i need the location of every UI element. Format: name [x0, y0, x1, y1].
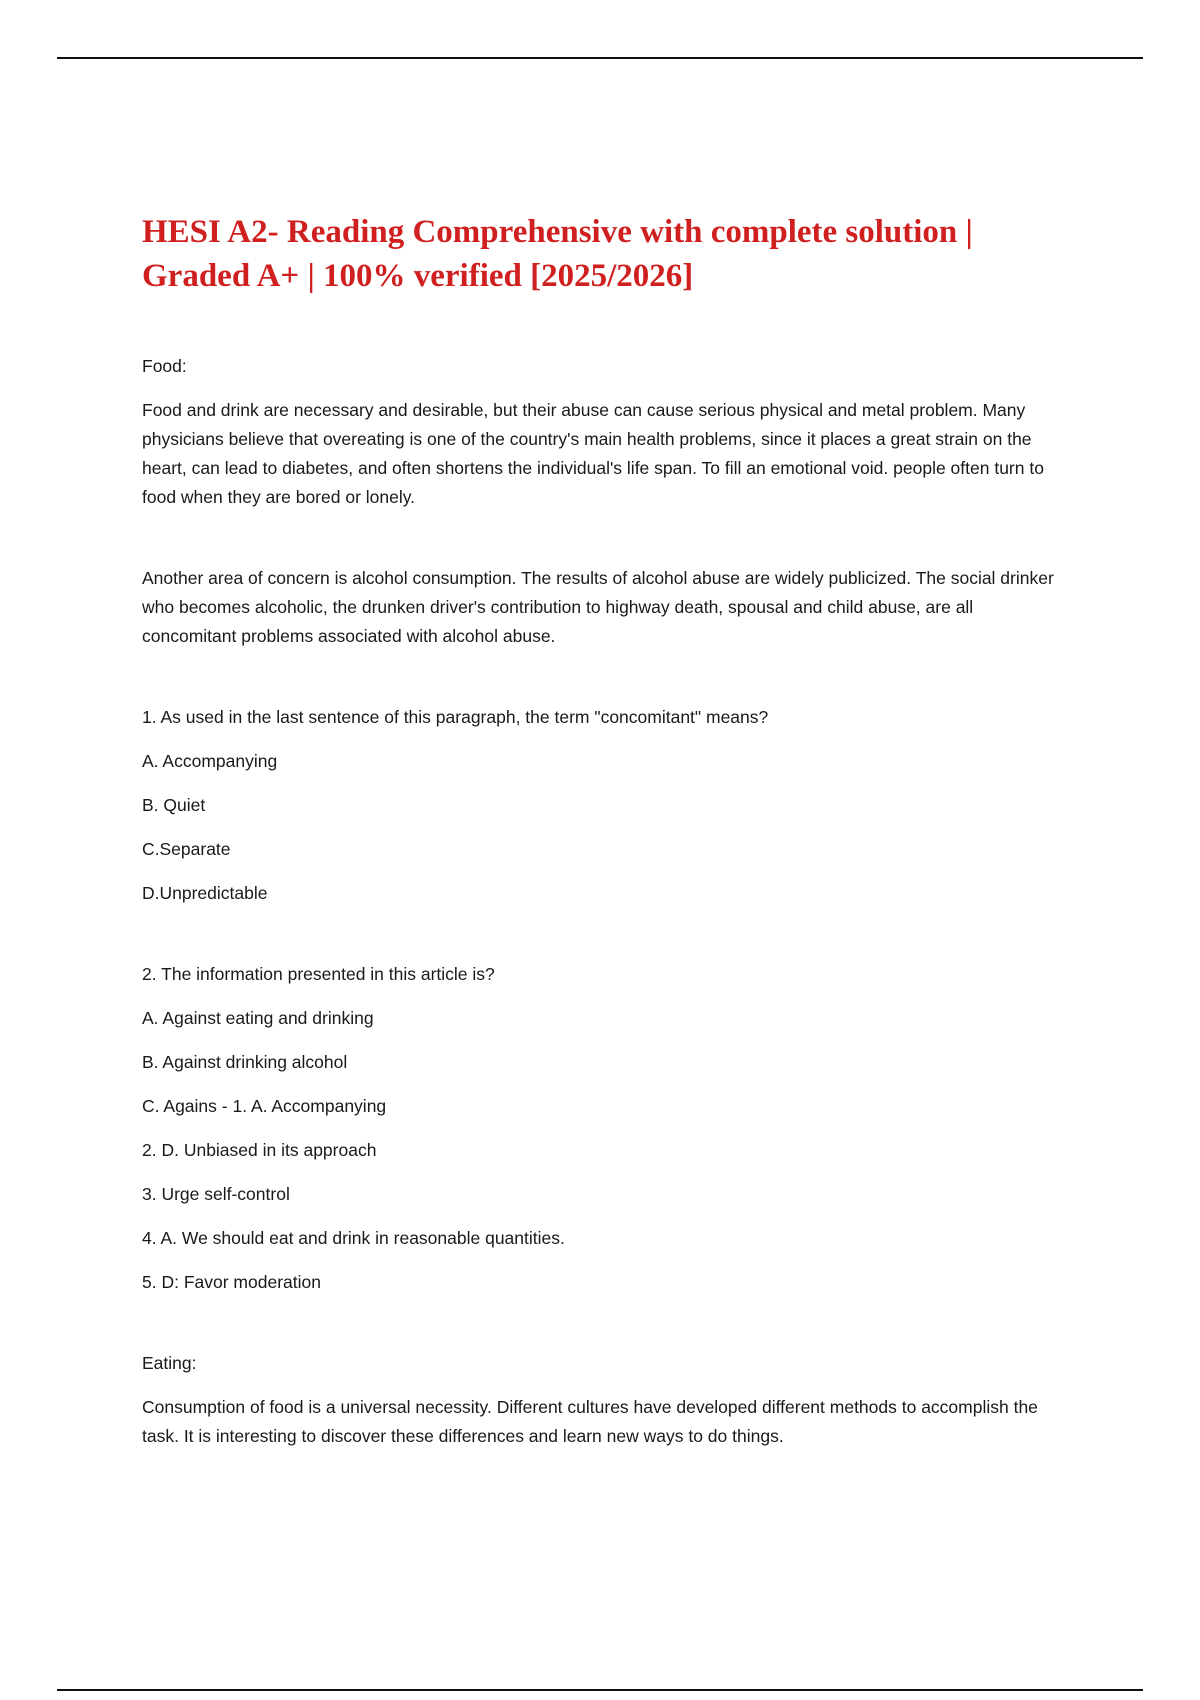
document-body	[142, 210, 1062, 1451]
question-2-line: C. Agains - 1. A. Accompanying	[142, 1096, 387, 1116]
answer-line: 4. A. We should eat and drink in reasonable quantities.	[142, 1228, 565, 1248]
footer-rule	[57, 1689, 1143, 1691]
section-heading-eating: Eating:	[142, 1353, 197, 1373]
header-rule	[57, 57, 1143, 59]
document-title: HESI A2- Reading Comprehensive with complete solution | Graded A+ | 100% verified [2025/2026]	[142, 214, 973, 294]
food-paragraph-2: Another area of concern is alcohol consumption. The results of alcohol abuse are widely publicized. The social drinker who becomes alcoholic, the drunken driver's contribution to highway death, spousal and child abuse, are all concomitant problems associated with alcohol abuse.	[142, 568, 1054, 646]
question-2-line: A. Against eating and drinking	[142, 1008, 374, 1028]
eating-paragraph: Consumption of food is a universal necessity. Different cultures have developed different methods to accomplish the task. It is interesting to discover these differences and learn new ways to do things.	[142, 1397, 1038, 1446]
answer-line: 2. D. Unbiased in its approach	[142, 1140, 377, 1160]
question-1-option-a: A. Accompanying	[142, 751, 278, 771]
section-heading-food: Food:	[142, 356, 187, 376]
question-2-line: B. Against drinking alcohol	[142, 1052, 348, 1072]
question-1-prompt: 1. As used in the last sentence of this paragraph, the term "concomitant" means?	[142, 707, 769, 727]
question-1-option-b: B. Quiet	[142, 795, 206, 815]
answer-line: 3. Urge self-control	[142, 1184, 290, 1204]
food-paragraph-1: Food and drink are necessary and desirable, but their abuse can cause serious physical and metal problem. Many physicians believe that overeating is one of the country's main health problems, since it places a great strain on the heart, can lead to diabetes, and often shortens the individual's life span. To fill an emotional void. people often turn to food when they are bored or lonely.	[142, 400, 1044, 507]
answer-line: 5. D: Favor moderation	[142, 1272, 321, 1292]
question-1-option-c: C.Separate	[142, 839, 231, 859]
question-1-option-d: D.Unpredictable	[142, 883, 268, 903]
question-2-prompt: 2. The information presented in this article is?	[142, 964, 495, 984]
